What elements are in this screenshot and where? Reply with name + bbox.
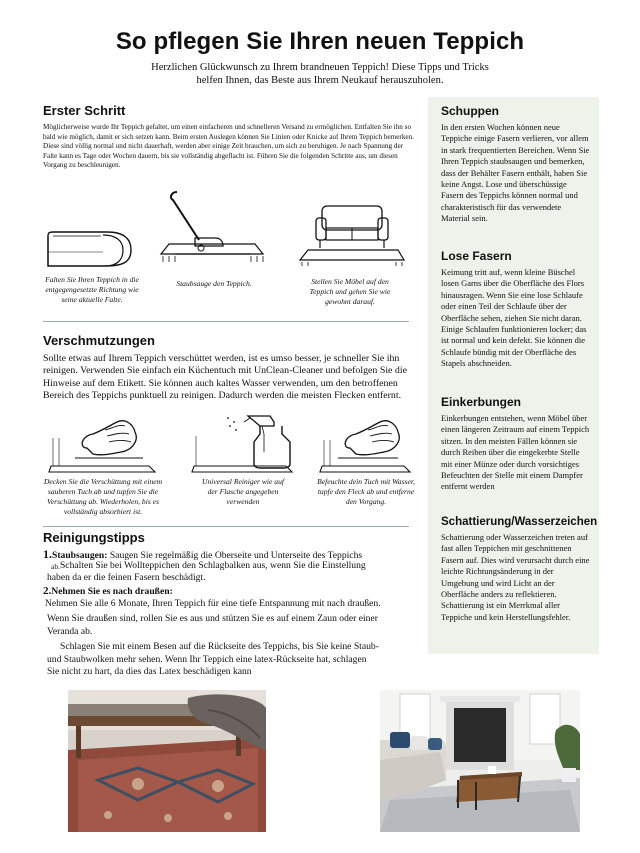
tip-2-line-5: und Staubwolken mehr sehen. Wenn Ihr Teppich eine latex-Rückseite hat, schlagen	[47, 654, 367, 665]
caption-furniture: Stellen Sie Möbel auf den Teppich und gehen Sie wie gewohnt darauf.	[309, 277, 391, 306]
section-heading: Reinigungstipps	[43, 530, 145, 545]
tip-1-number: 1.	[43, 547, 52, 561]
tip-2-line-3: Veranda ab.	[47, 626, 93, 637]
tip-2-line-2: Wenn Sie draußen sind, rollen Sie es aus und stützen Sie es auf einem Zaun oder einer	[47, 613, 378, 624]
tip-1-text-2: Schalten Sie bei Wollteppichen den Schlagbalken aus, wenn Sie die Einstellung	[59, 560, 366, 571]
section-body: Sollte etwas auf Ihrem Teppich verschüttet werden, ist es umso besser, je schneller Sie ihn reinigen. Verwenden Sie einfach ein Küchentuch mit UnClean-Cleaner und befolgen Sie die Hinweise auf dem Etikett. Sie können auch kaltes Wasser verwenden, um den betroffenen Bereich des Teppichs punktuell zu reinigen. Dadurch werden die meisten Flecken entfernt.	[43, 353, 407, 401]
tip-1-sub: ab.	[51, 562, 60, 571]
tip-1-label: Staubsaugen:	[52, 550, 108, 561]
divider	[43, 321, 409, 322]
sidebar-heading: Schuppen	[441, 104, 500, 118]
sidebar-einkerbungen	[441, 395, 591, 493]
intro-text: Herzlichen Glückwunsch zu Ihrem brandneuen Teppich! Diese Tipps und Tricks helfen Ihnen, das Beste aus Ihrem Neukauf herauszuholen.	[151, 62, 489, 86]
folded-rug-icon	[45, 222, 135, 274]
tip-2-heading	[43, 585, 423, 598]
caption-blot: Decken Sie die Verschüttung mit einem sauberen Tuch ab und tupfen Sie die Verschüttung ab. Wiederholen, bis es vollständig absorbiert ist.	[43, 477, 163, 516]
tip-1-line-3: haben da er die feinen Fasern beschädigt.	[47, 572, 206, 583]
divider	[43, 526, 409, 527]
sidebar-panel	[428, 97, 599, 654]
caption-damp-cloth: Befeuchte dein Tuch mit Wasser, tupfe den Fleck ab und entferne den Vorgang.	[317, 477, 415, 506]
caption-cleaner: Universal Reiniger wie auf der Flasche angegeben verwenden	[201, 477, 285, 506]
photo-rug-bench	[68, 690, 266, 832]
sidebar-body: Einkerbungen entstehen, wenn Möbel über einen längeren Zeitraum auf einem Teppich sitzen. In den meisten Fällen können sie durch Reiben über die eingekerbte Stelle mit einer Münze oder durch vorsichtiges Befeuchten der Stelle mit einem Dampfer entfernt werden	[441, 413, 590, 492]
sidebar-heading: Schattierung/Wasserzeichen	[441, 516, 598, 528]
section-heading: Erster Schritt	[43, 103, 126, 118]
tip-2-number: 2.	[43, 585, 52, 597]
tip-2-label: Nehmen Sie es nach draußen:	[51, 586, 173, 597]
sidebar-schattierung	[441, 516, 598, 623]
vacuum-icon	[155, 188, 270, 266]
sidebar-heading: Lose Fasern	[441, 249, 512, 263]
sidebar-schuppen	[441, 104, 591, 225]
sidebar-lose-fasern	[441, 249, 591, 370]
page-title: So pflegen Sie Ihren neuen Teppich	[115, 28, 525, 55]
tip-2-line-6: Sie nicht zu hart, da dies das Latex beschädigen kann	[47, 666, 252, 677]
tip-1-text: Saugen Sie regelmäßig die Oberseite und Unterseite des Teppichs	[107, 550, 363, 561]
section-heading: Verschmutzungen	[43, 333, 155, 348]
photo-living-room	[380, 690, 580, 832]
tip-2-line-1: Nehmen Sie alle 6 Monate, Ihren Teppich für eine tiefe Entspannung mit nach draußen.	[45, 598, 381, 609]
sidebar-body: Schattierung oder Wasserzeichen treten auf fast allen Teppichen mit geschnittenen Fasern auf. Dies wird verursacht durch eine leichte Richtungsänderung in der Umgebung und wird Licht an der Oberfläche anders zu reflektieren. Schattierung ist ein Merrkmal aller Teppiche und kein Herstellungsfehler.	[441, 532, 590, 622]
cloth-blot-icon	[47, 418, 159, 474]
caption-fold: Falten Sie Ihren Teppich in die entgegengesetzte Richtung wie seine aktuelle Falte.	[45, 275, 139, 304]
sofa-icon	[296, 200, 408, 266]
sidebar-body: Keimung tritt auf, wenn kleine Büschel losen Garns über die Oberfläche des Flors hinausragen. Wenn Sie eine lose Schlaufe oder einen Teil der Schlaufe über der Oberfläche sehen, ziehen Sie nicht daran. Einige Schlaufen funktionieren locker; das ist normal und kein defekt. Sie können die Schlaufe bündig mit der Oberfläche des Stapels abschneiden.	[441, 267, 587, 369]
caption-vacuum: Staubsauge den Teppich.	[176, 279, 252, 288]
section-erster-schritt	[43, 103, 415, 171]
spray-bottle-icon	[190, 412, 296, 474]
section-reinigungstipps	[43, 530, 423, 545]
section-verschmutzungen	[43, 333, 415, 402]
sidebar-body: In den ersten Wochen können neue Teppiche einige Fasern verlieren, vor allem in stark frequentierten Bereichen. Wenn Sie Ihren Teppich staubsaugen und bemerken, dass der Behälter Fasern enthält, haben Sie keine Angst. Lose und überschüssige Fasern des Teppichs können normal und charakteristisch für das verwendete Material sein.	[441, 122, 590, 224]
damp-cloth-icon	[318, 418, 412, 474]
sidebar-heading: Einkerbungen	[441, 395, 522, 409]
section-body: Möglicherweise wurde Ihr Teppich gefaltet, um einen einfacheren und schnelleren Versand zu ermöglichen. Entfalten Sie ihn so bald wie möglich, damit er sich setzen kann. Beim ersten Auslegen können Sie Linien oder Knicke auf Ihrem Teppich bemerken. Diese sind völlig normal und nicht dauerhaft, werden aber einige Zeit brauchen, um sich zu beruhigen. Je nach Spannung der Falte kann es Tage oder Wochen dauern, bis sie vollständig abgeflacht ist. Führen Sie die folgenden Schritte aus, um diesen Vorgang zu beschleunigen.	[43, 123, 415, 170]
tip-2-line-4: Schlagen Sie mit einem Besen auf die Rückseite des Teppichs, bis Sie keine Staub-	[60, 641, 379, 652]
